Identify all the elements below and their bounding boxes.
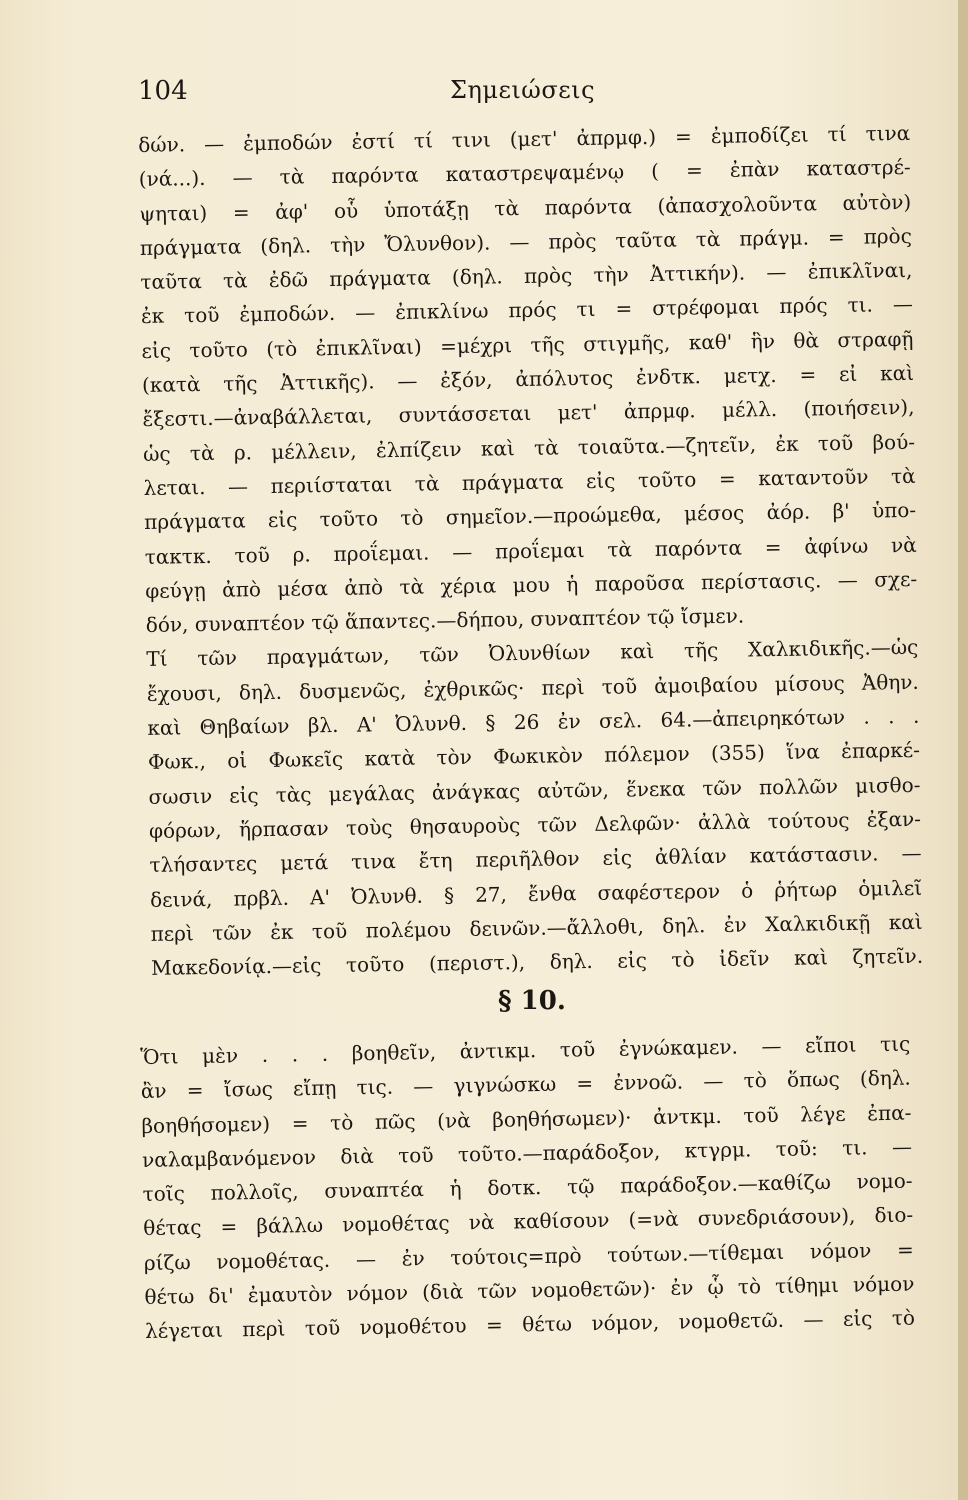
text-line: λέγεται περὶ τοῦ νομοθέτου = θέτω νόμον, νομοθετῶ. — εἰς τὸ [144, 1305, 916, 1344]
page-header [138, 76, 908, 116]
text-line: Τί τῶν πραγμάτων, τῶν Ὀλυνθίων καὶ τῆς Χαλκιδικῆς.—ὡς [146, 635, 919, 672]
text-line: καὶ Θηβαίων βλ. Α' Ὀλυνθ. § 26 ἐν σελ. 64.—ἀπειρηκότων . . . [147, 703, 920, 740]
text-line: ταῦτα τὰ ἐδῶ πράγματα (δηλ. πρὸς τὴν Ἀττικήν). — ἐπικλῖναι, [140, 258, 913, 295]
text-line: ρίζω νομοθέτας. — ἐν τούτοις=πρὸ τούτων.—τίθεμαι νόμον = [143, 1237, 914, 1275]
text-line: φεύγῃ ἀπὸ μέσα ἀπὸ τὰ χέρια μου ἡ παροῦσα περίστασις. — σχε- [145, 566, 918, 603]
notes-block-2 [140, 1027, 915, 1349]
text-line: τλήσαντες μετά τινα ἔτη περιῆλθον εἰς ἀθλίαν κατάστασιν. — [149, 841, 922, 878]
text-line: περὶ τῶν ἐκ τοῦ πολέμου δεινῶν.—ἄλλοθι, δηλ. ἐν Χαλκιδικῇ καὶ [150, 909, 923, 946]
page-number: 104 [138, 76, 188, 106]
text-line: (νά...). — τὰ παρόντα καταστρεψαμένῳ ( = ἐπὰν καταστρέ- [138, 155, 911, 192]
text-line: λεται. — περιίσταται τὰ πράγματα εἰς τοῦτο = καταντοῦν τὰ [143, 463, 916, 500]
text-line: τοῖς πολλοῖς, συναπτέα ἡ δοτκ. τῷ παράδοξον.—καθίζω νομο- [142, 1168, 913, 1207]
text-line: δεινά, πρβλ. Α' Ὀλυνθ. § 27, ἔνθα σαφέστερον ὁ ῥήτωρ ὁμιλεῖ [149, 875, 923, 912]
text-line: ἔχουσι, δηλ. δυσμενῶς, ἐχθρικῶς· περὶ τοῦ ἀμοιβαίου μίσους Ἀθην. [146, 669, 919, 706]
text-line: (κατὰ τῆς Ἀττικῆς). — ἐξόν, ἀπόλυτος ἐνδτκ. μετχ. = εἰ καὶ [141, 360, 915, 398]
text-line: θέτω δι' ἐμαυτὸν νόμον (διὰ τῶν νομοθετῶν)· ἐν ᾧ τὸ τίθημι νόμον [144, 1271, 915, 1310]
text-line: Φωκ., οἱ Φωκεῖς κατὰ τὸν Φωκικὸν πόλεμον (355) ἵνα ἐπαρκέ- [147, 738, 921, 775]
text-line: βοηθήσομεν) = τὸ πῶς (νὰ βοηθήσωμεν)· ἀντκμ. τοῦ λέγε ἐπα- [141, 1100, 912, 1138]
text-line: δών. — ἐμποδών ἐστί τί τινι (μετ' ἀπρμφ.) = ἐμποδίζει τί τινα [138, 120, 911, 157]
page-edge [958, 0, 968, 1500]
text-line: ψηται) = ἀφ' οὗ ὑποτάξῃ τὰ παρόντα (ἀπασχολοῦντα αὐτὸν) [139, 189, 912, 226]
text-line: εἰς τοῦτο (τὸ ἐπικλῖναι) =μέχρι τῆς στιγμῆς, καθ' ἣν θὰ στραφῇ [141, 326, 914, 363]
text-line: θέτας = βάλλω νομοθέτας νὰ καθίσουν (=νὰ συνεδριάσουν), διο- [143, 1203, 914, 1241]
text-line: ὡς τὰ ρ. μέλλειν, ἐλπίζειν καὶ τὰ τοιαῦτα.—ζητεῖν, ἐκ τοῦ βού- [142, 429, 916, 466]
running-title: Σημειώσεις [450, 76, 596, 104]
text-line: δόν, συναπτέον τῷ ἅπαντες.—δήπου, συναπτέον τῷ ἴσμεν. [145, 603, 745, 638]
text-line: πράγματα (δηλ. τὴν Ὄλυνθον). — πρὸς ταῦτα τὰ πράγμ. = πρὸς [139, 223, 912, 260]
text-line: ἔξεστι.—ἀναβάλλεται, συντάσσεται μετ' ἀπρμφ. μέλλ. (ποιήσειν), [142, 395, 915, 432]
text-line: Ὅτι μὲν . . . βοηθεῖν, ἀντικμ. τοῦ ἐγνώκαμεν. — εἴποι τις [140, 1031, 911, 1069]
notes-block-1 [138, 116, 923, 985]
text-line: ἂν = ἴσως εἴπῃ τις. — γιγνώσκω = ἐννοῶ. — τὸ ὅπως (δηλ. [140, 1065, 911, 1104]
text-line: πράγματα εἰς τοῦτο τὸ σημεῖον.—προώμεθα, μέσος ἀόρ. β' ὑπο- [144, 498, 917, 535]
text-line: τακτκ. τοῦ ρ. προΐεμαι. — προΐεμαι τὰ παρόντα = ἀφίνω νὰ [144, 532, 917, 569]
text-line: φόρων, ἥρπασαν τοὺς θησαυροὺς τῶν Δελφῶν· ἀλλὰ τούτους ἐξαν- [148, 806, 922, 843]
text-line: σωσιν εἰς τὰς μεγάλας ἀνάγκας αὐτῶν, ἕνεκα τῶν πολλῶν μισθο- [148, 772, 921, 809]
text-line: ναλαμβανόμενον διὰ τοῦ τοῦτο.—παράδοξον, κτγρμ. τοῦ: τι. — [141, 1134, 913, 1172]
text-line: ἐκ τοῦ ἐμποδών. — ἐπικλίνω πρός τι = στρέφομαι πρός τι. — [140, 292, 914, 329]
section-heading: § 10. [498, 986, 566, 1016]
text-line: Μακεδονίᾳ.—εἰς τοῦτο (περιστ.), δηλ. εἰς τὸ ἰδεῖν καὶ ζητεῖν. [151, 943, 924, 981]
